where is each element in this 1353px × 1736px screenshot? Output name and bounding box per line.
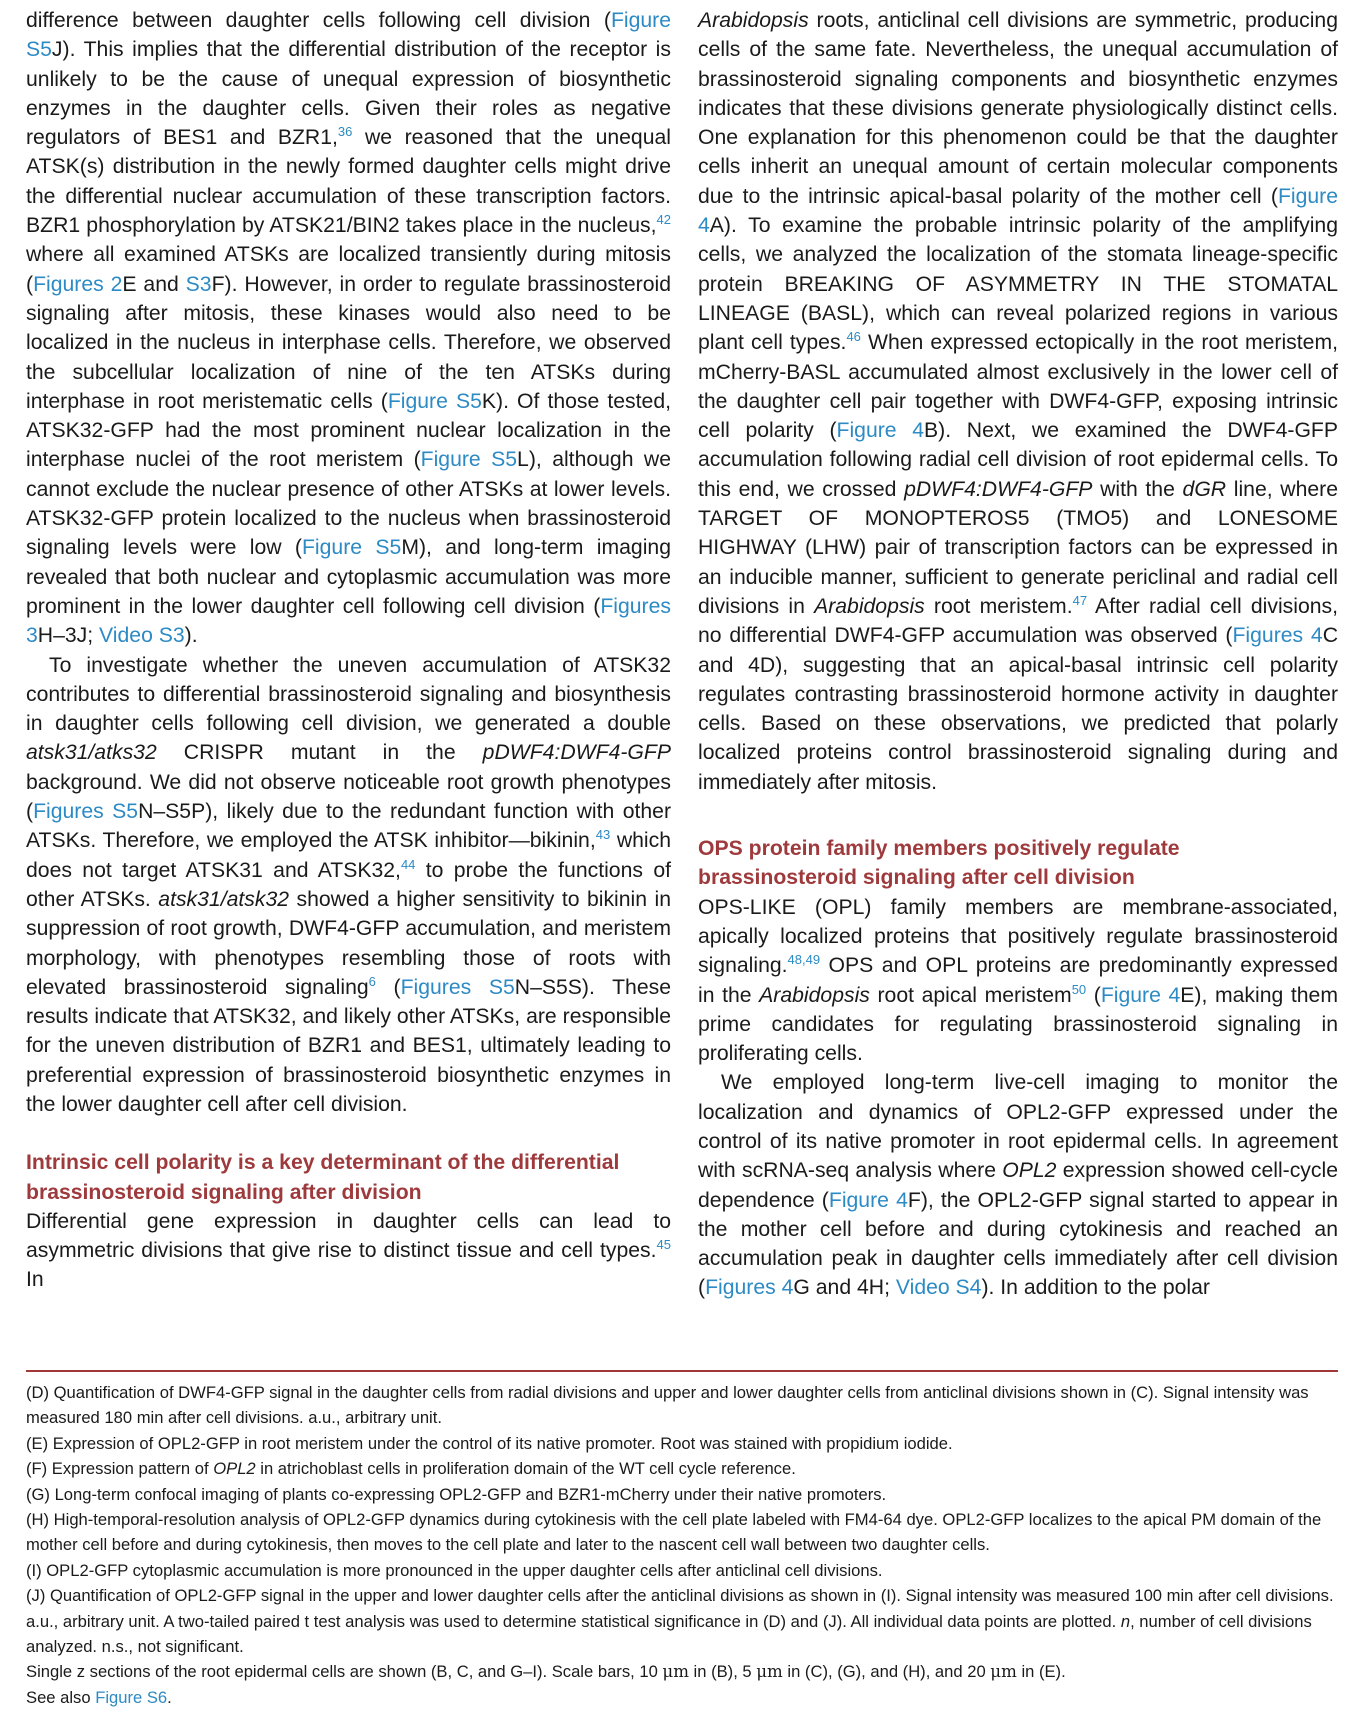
left-column [26, 6, 671, 1295]
text-run: , number of cell divisions analyzed. n.s., not significant. [26, 1611, 1312, 1657]
text-run: N–S5P), likely due to the redundant function with other ATSKs. Therefore, we employed the ATSK inhibitor—bikinin, [26, 800, 672, 853]
text-run: . [167, 1687, 172, 1707]
figure-link[interactable]: Figures 4 [1232, 624, 1323, 648]
citation-ref[interactable]: 47 [1072, 592, 1088, 608]
text-run: Single z sections of the root epidermal cells are shown (B, C, and G–I). Scale bars, 10 [26, 1662, 663, 1682]
text-run: OPS-LIKE (OPL) family members are membrane-associated, apically localized proteins that positively regulate brassinosteroid signaling. [698, 895, 1338, 978]
section-gap [698, 826, 1338, 834]
legend-divider [26, 1370, 1338, 1372]
citation-ref[interactable]: 45 [656, 1237, 671, 1253]
text-run: where all examined ATSKs are localized transiently during mitosis ( [26, 243, 671, 296]
body-paragraph [698, 893, 1338, 1069]
section-gap [698, 797, 1338, 826]
text-run: line, where TARGET OF MONOPTEROS5 (TMO5) and LONESOME HIGHWAY (LHW) pair of transcription factors can be expressed in an inducible manner, sufficient to generate periclinal and radial cell divisions in [698, 477, 1338, 618]
text-run: ( [1086, 983, 1101, 1007]
text-run: showed a higher sensitivity to bikinin in suppression of root growth, DWF4-GFP accumulation, and meristem morphology, with phenotypes resembling those of roots with elevated brassinosteroid signaling [26, 887, 671, 999]
section-heading: OPS protein family members positively regulate brassinosteroid signaling after cell division [698, 837, 1180, 890]
body-paragraph [26, 6, 671, 651]
text-run: E and [122, 272, 186, 296]
figure-link[interactable]: Figure 4 [1100, 983, 1181, 1007]
text-run: ). [184, 624, 198, 648]
text-run: roots, anticlinal cell divisions are symmetric, producing cells of the same fate. Nevertheless, the unequal accumulation of brassinosteroid signaling components and biosynthetic enzymes indicates that these divisions generate physiologically distinct cells. One explanation for this phenomenon could be that the daughter cells inherit an unequal amount of certain molecular components due to the intrinsic apical-basal polarity of the mother cell ( [698, 9, 1338, 208]
italic-text: atsk31/atks32 [26, 741, 157, 765]
text-run: M), and long-term imaging revealed that both nuclear and cytoplasmic accumulation was more prominent in the lower daughter cell following cell division ( [26, 536, 671, 618]
text-run: After radial cell divisions, no differential DWF4-GFP accumulation was observed ( [698, 594, 1338, 648]
citation-ref[interactable]: 6 [368, 973, 376, 989]
italic-text: OPL2 [1002, 1159, 1057, 1183]
text-run: root meristem. [924, 594, 1073, 618]
legend-item [26, 1685, 1338, 1710]
text-run: When expressed ectopically in the root meristem, mCherry-BASL accumulated almost exclusively in the lower cell of the daughter cell pair together with DWF4-GFP, exposing intrinsic cell polarity ( [698, 331, 1338, 443]
text-run: Differential gene expression in daughter cells can lead to asymmetric divisions that give rise to distinct tissue and cell types. [26, 1209, 671, 1263]
legend-item [26, 1583, 1338, 1659]
unit-text: μm [662, 1662, 689, 1682]
body-paragraph [698, 6, 1338, 797]
text-run: To investigate whether the uneven accumulation of ATSK32 contributes to differential brassinosteroid signaling and biosynthesis in daughter cells following cell division, we generated a double [26, 653, 671, 736]
text-run: H–3J; [37, 624, 100, 648]
text-run: J). This implies that the differential distribution of the receptor is unlikely to be the cause of unequal expression of biosynthetic enzymes in the daughter cells. Given their roles as negative regulators of BES1 and BZR1, [26, 38, 671, 150]
italic-text: atsk31/atsk32 [158, 887, 290, 911]
italic-text: pDWF4:DWF4-GFP [904, 477, 1093, 501]
text-run: A). To examine the probable intrinsic polarity of the amplifying cells, we analyzed the localization of the stomata lineage-specific protein BREAKING OF ASYMMETRY IN THE STOMATAL LINEAGE (BASL), which can reveal polarized regions in various plant cell types. [698, 214, 1338, 355]
legend-item [26, 1558, 1338, 1583]
body-paragraph [26, 651, 671, 1120]
citation-ref[interactable]: 50 [1071, 981, 1087, 997]
italic-text: Arabidopsis [698, 9, 809, 32]
citation-ref[interactable]: 43 [595, 827, 611, 843]
text-run: expression showed cell-cycle dependence ( [698, 1159, 1338, 1212]
unit-text: μm [756, 1662, 783, 1682]
text-run: in (E). [1016, 1662, 1066, 1682]
figure-link[interactable]: Video S3 [99, 624, 185, 648]
figure-link[interactable]: S3 [185, 272, 212, 296]
italic-text: Arabidopsis [814, 594, 925, 618]
text-run: root apical meristem [869, 983, 1072, 1007]
text-run: background. We did not observe noticeable root growth phenotypes ( [26, 770, 671, 824]
text-run: in (B), 5 [688, 1662, 757, 1682]
figure-link[interactable]: Figure 4 [836, 419, 925, 443]
text-run: in atrichoblast cells in proliferation domain of the WT cell cycle reference. [255, 1459, 796, 1479]
text-run: (F) Expression pattern of [26, 1459, 214, 1479]
citation-ref[interactable]: 44 [400, 856, 416, 872]
figure-link[interactable]: Figure S5 [26, 9, 671, 62]
text-run: (J) Quantification of OPL2-GFP signal in the upper and lower daughter cells after the anticlinal divisions as shown in (I). Signal intensity was measured 100 min after cell divisions. a.u., arbitrary unit. A two-tailed paired t test analysis was used to determine statistical significance in (D) and (J). All individual data points are plotted. [26, 1586, 1334, 1631]
text-run: L), although we cannot exclude the nuclear presence of other ATSKs at lower levels. ATSK32-GFP protein localized to the nucleus when brassinosteroid signaling levels were low ( [26, 448, 671, 560]
section-heading: Intrinsic cell polarity is a key determinant of the differential brassinosteroid signaling after division [26, 1151, 620, 1204]
figure-legend [26, 1380, 1338, 1710]
italic-text: OPL2 [213, 1459, 256, 1479]
citation-ref[interactable]: 42 [656, 212, 671, 228]
text-run: (I) OPL2-GFP cytoplasmic accumulation is more pronounced in the upper daughter cells after anticlinal cell divisions. [26, 1560, 883, 1580]
legend-item [26, 1456, 1338, 1481]
figure-link[interactable]: Figure 4 [698, 184, 1338, 238]
text-run: (H) High-temporal-resolution analysis of OPL2-GFP dynamics during cytokinesis with the cell plate labeled with FM4-64 dye. OPL2-GFP localizes to the apical PM domain of the mother cell before and during cytokinesis, then moves to the cell plate and later to the nascent cell wall between two daughter cells. [26, 1510, 1322, 1555]
figure-link[interactable]: Figure S5 [387, 389, 482, 413]
text-run: In [26, 1268, 44, 1292]
legend-item [26, 1431, 1338, 1456]
text-run: F). However, in order to regulate brassinosteroid signaling after mitosis, these kinases would also need to be localized in the nucleus in interphase cells. Therefore, we observed the subcellular localization of nine of the ten ATSKs during interphase in root meristematic cells ( [26, 272, 671, 413]
italic-text: pDWF4:DWF4-GFP [482, 741, 671, 765]
figure-link[interactable]: Figures 3 [26, 594, 671, 648]
section-gap [26, 1119, 671, 1148]
right-column [698, 6, 1338, 1303]
text-run: G and 4H; [793, 1276, 896, 1300]
text-run: F), the OPL2-GFP signal started to appear in the mother cell before and during cytokinesis and reached an accumulation peak in daughter cells immediately after cell division ( [698, 1188, 1338, 1300]
legend-item [26, 1380, 1338, 1431]
text-run: difference between daughter cells following cell division ( [26, 9, 611, 32]
text-run: to probe the functions of other ATSKs. [26, 858, 671, 911]
italic-text: Arabidopsis [759, 983, 870, 1007]
figure-link[interactable]: Figure S6 [95, 1687, 168, 1707]
text-run: (G) Long-term confocal imaging of plants co-expressing OPL2-GFP and BZR1-mCherry under their native promoters. [26, 1484, 887, 1504]
text-run: N–S5S). These results indicate that ATSK32, and likely other ATSKs, are responsible for the uneven distribution of BZR1 and BES1, ultimately leading to preferential expression of brassinosteroid biosynthetic enzymes in the lower daughter cell after cell division. [26, 975, 671, 1116]
figure-link[interactable]: Figure S5 [301, 536, 402, 560]
text-run: See also [26, 1687, 96, 1707]
text-run: in (C), (G), and (H), and 20 [782, 1662, 991, 1682]
figure-link[interactable]: Figures 4 [705, 1276, 794, 1300]
italic-text: n [1120, 1611, 1131, 1631]
legend-item [26, 1482, 1338, 1507]
body-paragraph [698, 1068, 1338, 1302]
legend-item [26, 1659, 1338, 1684]
body-paragraph [26, 1207, 671, 1295]
text-run: B). Next, we examined the DWF4-GFP accumulation following radial cell division of root epidermal cells. To this end, we crossed [698, 419, 1339, 501]
text-run: CRISPR mutant in the [156, 741, 483, 765]
text-run: which does not target ATSK31 and ATSK32, [26, 829, 672, 882]
text-run: ). In addition to the polar [981, 1276, 1210, 1300]
text-run: C and 4D), suggesting that an apical-basal intrinsic cell polarity regulates contrasting brassinosteroid hormone activity in daughter cells. Based on these observations, we predicted that polarly localized proteins control brassinosteroid signaling during and immediately after mitosis. [698, 624, 1338, 794]
text-run: with the [1092, 477, 1183, 501]
figure-link[interactable]: Figures 2 [33, 272, 123, 296]
text-run: (D) Quantification of DWF4-GFP signal in the daughter cells from radial divisions and upper and lower daughter cells from anticlinal divisions shown in (C). Signal intensity was measured 180 min after cell divisions. a.u., arbitrary unit. [26, 1383, 1309, 1428]
figure-link[interactable]: Figures S5 [400, 975, 515, 999]
unit-text: μm [990, 1662, 1017, 1682]
text-run: K). Of those tested, ATSK32-GFP had the most prominent nuclear localization in the interphase nuclei of the root meristem ( [26, 389, 671, 472]
italic-text: dGR [1182, 477, 1227, 501]
citation-ref[interactable]: 36 [337, 124, 353, 140]
text-run: OPS and OPL proteins are predominantly expressed in the [698, 954, 1338, 1007]
citation-ref[interactable]: 46 [846, 329, 861, 345]
figure-link[interactable]: Figure S5 [420, 448, 518, 472]
text-run: we reasoned that the unequal ATSK(s) distribution in the newly formed daughter cells might drive the differential nuclear accumulation of these transcription factors. BZR1 phosphorylation by ATSK21/BIN2 takes place in the nucleus, [26, 126, 671, 238]
figure-link[interactable]: Figure 4 [828, 1188, 908, 1212]
citation-ref[interactable]: 48,49 [787, 952, 821, 968]
text-run: E), making them prime candidates for regulating brassinosteroid signaling in proliferating cells. [698, 983, 1338, 1066]
text-run: We employed long-term live-cell imaging to monitor the localization and dynamics of OPL2-GFP expressed under the control of its native promoter in root epidermal cells. In agreement with scRNA-seq analysis where [698, 1071, 1338, 1183]
text-run: (E) Expression of OPL2-GFP in root meristem under the control of its native promoter. Root was stained with propidium iodide. [26, 1433, 953, 1453]
legend-item [26, 1507, 1338, 1558]
text-run: ( [375, 975, 401, 999]
figure-link[interactable]: Figures S5 [33, 800, 139, 824]
figure-link[interactable]: Video S4 [895, 1276, 982, 1300]
